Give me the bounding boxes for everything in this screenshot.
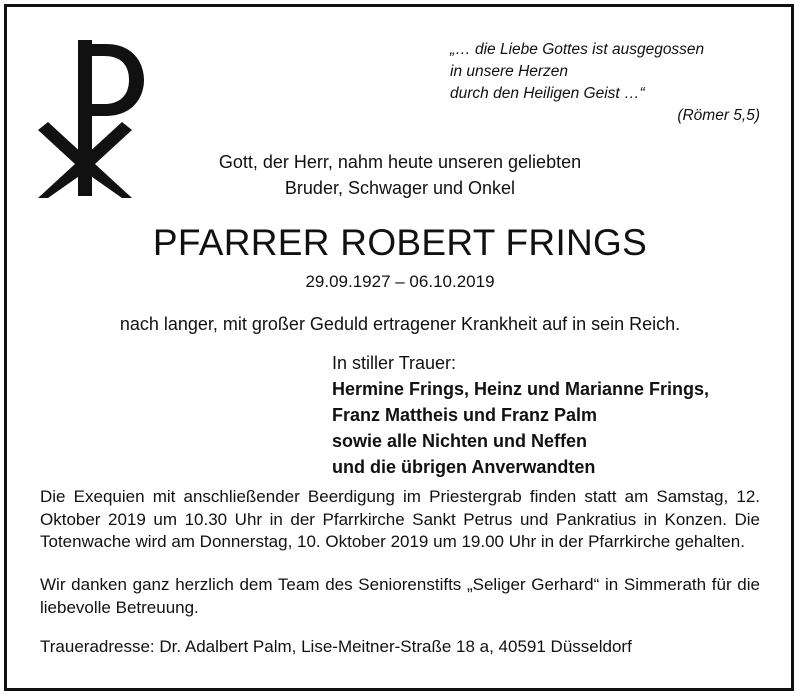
thanks-paragraph: Wir danken ganz herzlich dem Team des Seniorenstifts „Seliger Gerhard“ in Simmerath für die liebevolle Betreuung.	[40, 575, 760, 617]
passing-text: nach langer, mit großer Geduld ertragener Krankheit auf in sein Reich.	[119, 314, 681, 334]
quote-line: in unsere Herzen	[450, 63, 569, 80]
intro-line: Bruder, Schwager und Onkel	[284, 178, 516, 198]
life-dates: 29.09.1927 – 06.10.2019	[305, 272, 495, 291]
quote-line: „… die Liebe Gottes ist ausgegossen	[450, 41, 705, 58]
intro-line: Gott, der Herr, nahm heute unseren geliebten	[218, 152, 582, 172]
quote-reference: (Römer 5,5)	[677, 107, 760, 124]
chi-rho-icon	[32, 38, 152, 198]
intro-text	[150, 149, 650, 201]
mourners-block	[332, 350, 782, 480]
funeral-details-paragraph: Die Exequien mit anschließender Beerdigung im Priestergrab finden statt am Samstag, 12. Oktober 2019 um 10.30 Uhr in der Pfarrkirche Sankt Petrus und Pankratius in Konzen. Die Totenwache wird am Donnerstag, 10. Oktober 2019 um 19.00 Uhr in der Pfarrkirche gehalten.	[40, 487, 760, 551]
mourners-label: In stiller Trauer:	[332, 353, 457, 373]
mourning-address: Traueradresse: Dr. Adalbert Palm, Lise-Meitner-Straße 18 a, 40591 Düsseldorf	[40, 637, 632, 656]
quote-line: durch den Heiligen Geist …“	[450, 85, 645, 102]
mourner-line: Franz Mattheis und Franz Palm	[332, 405, 598, 425]
mourner-line: sowie alle Nichten und Neffen	[332, 431, 588, 451]
mourner-line: und die übrigen Anverwandten	[332, 457, 596, 477]
mourner-line: Hermine Frings, Heinz und Marianne Frings,	[332, 379, 710, 399]
bible-quote	[450, 39, 760, 127]
deceased-name: PFARRER ROBERT FRINGS	[152, 222, 648, 263]
